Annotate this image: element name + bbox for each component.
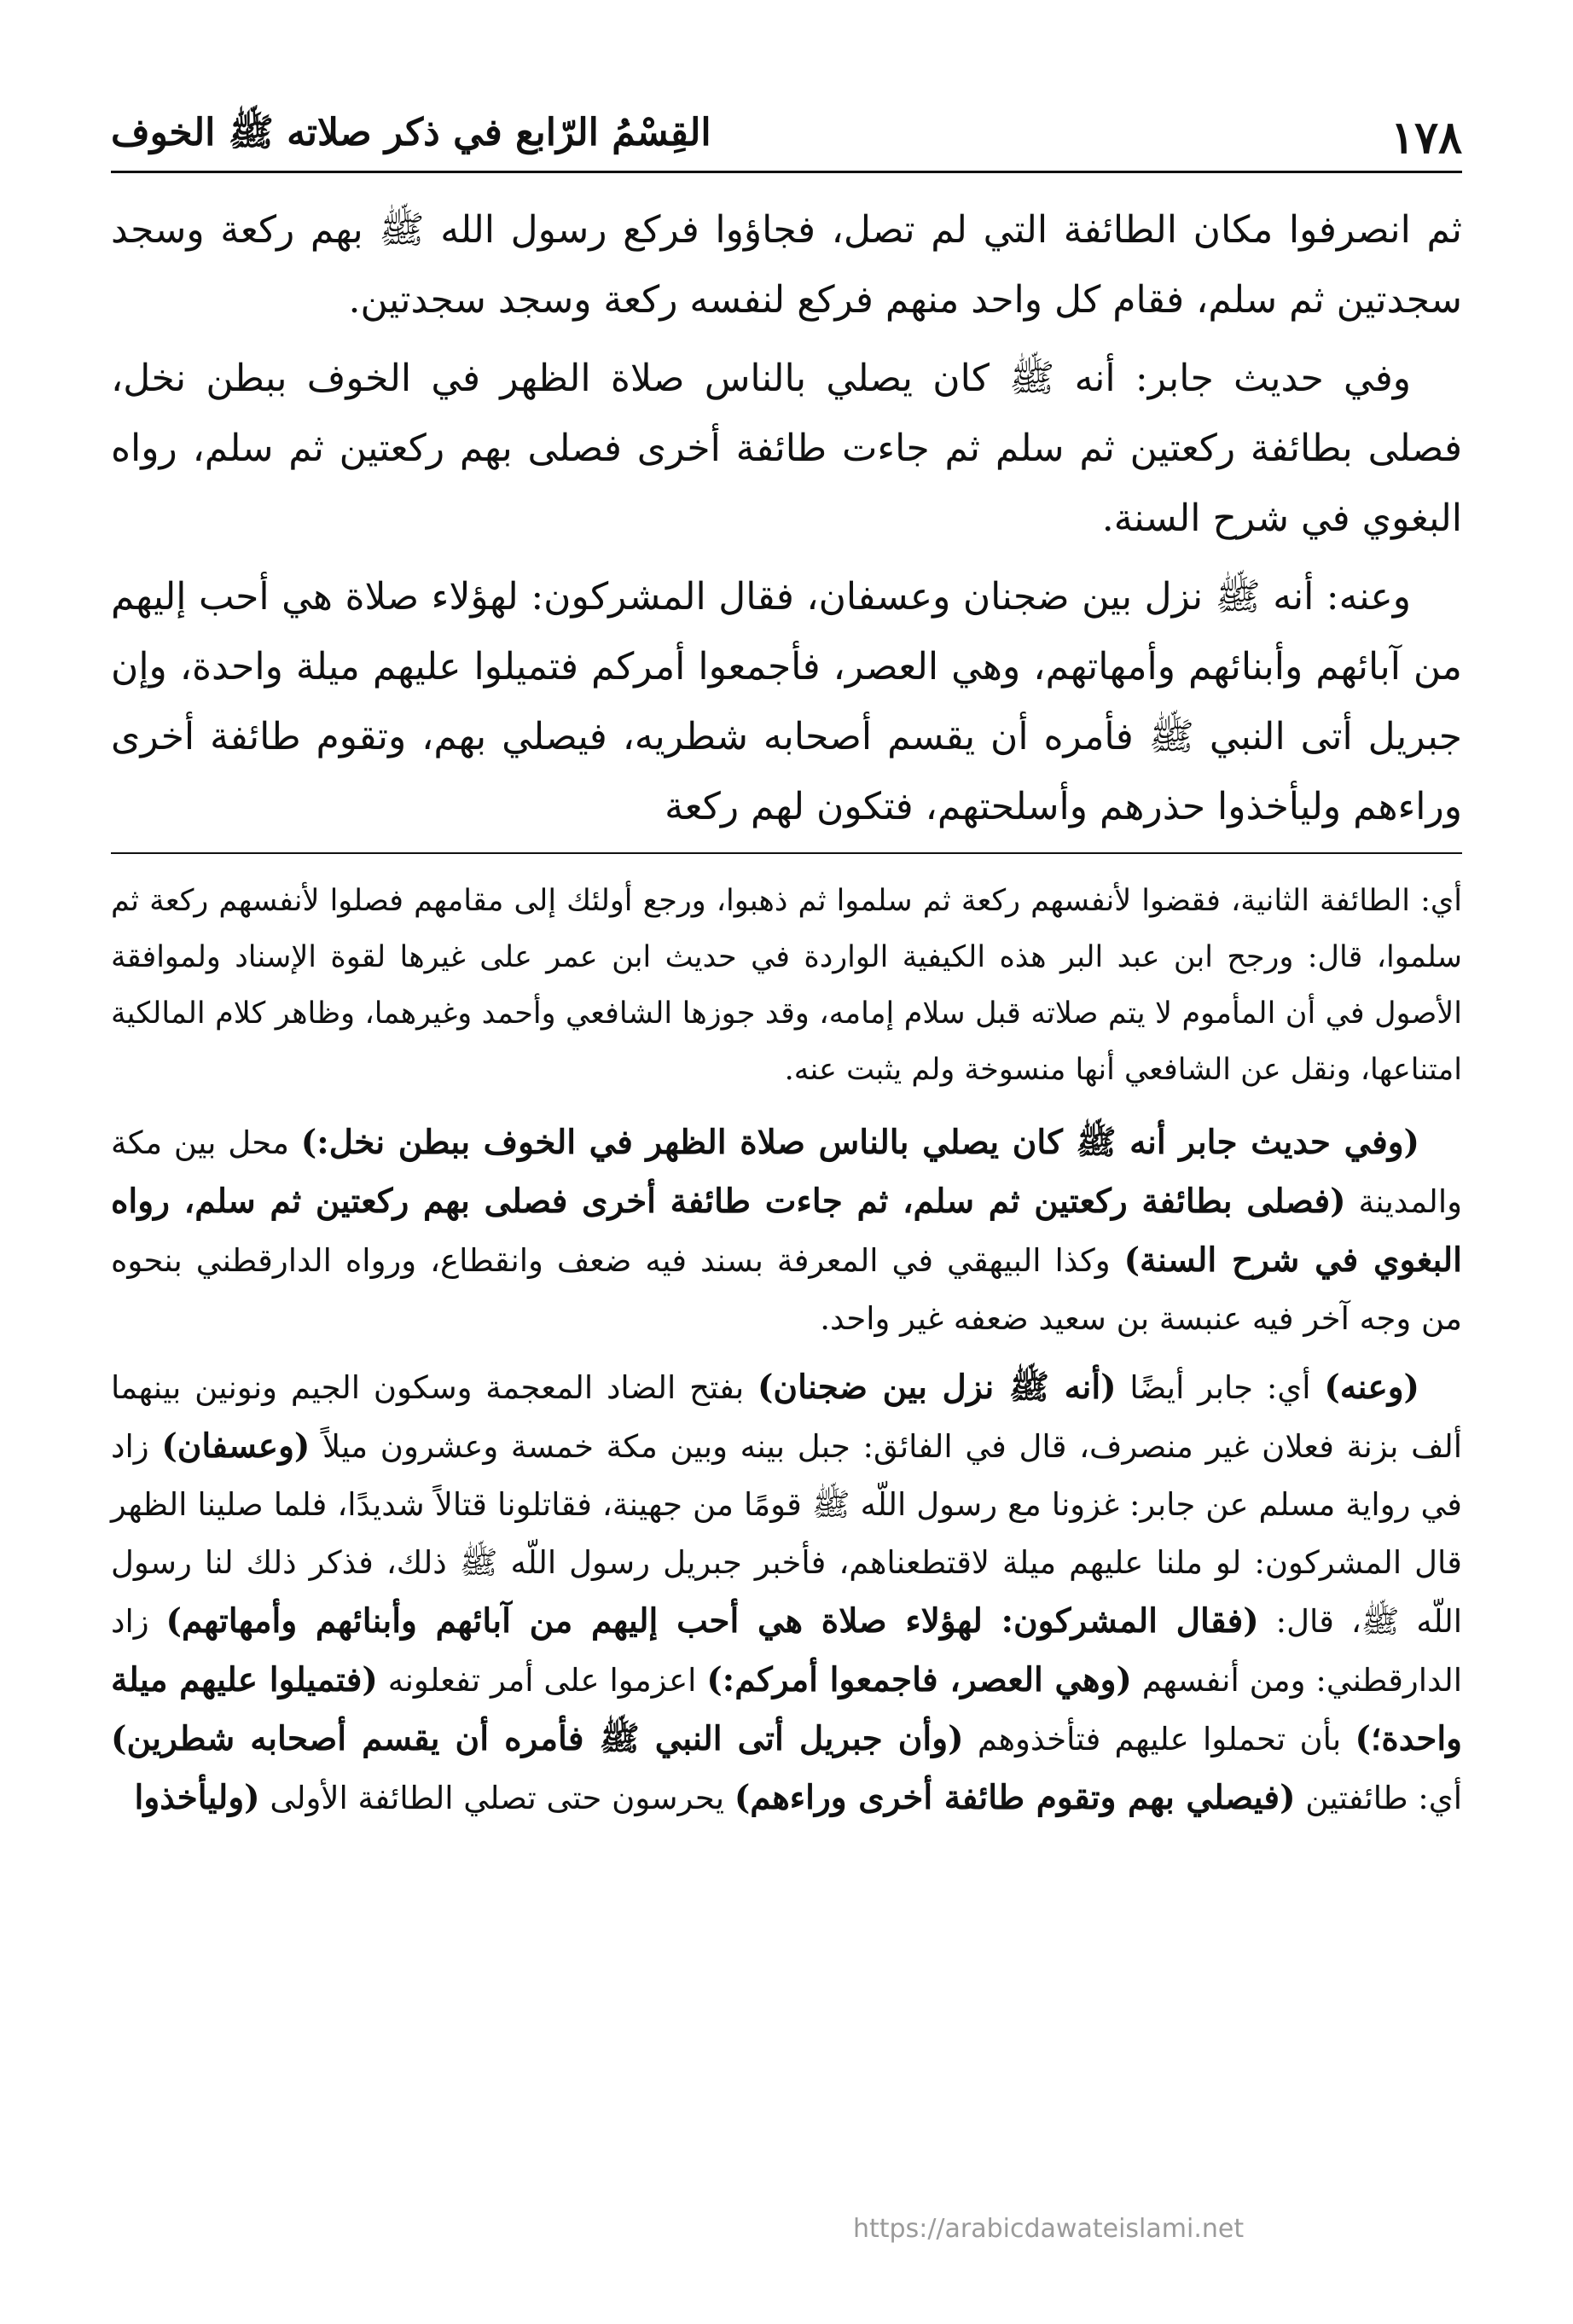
explanation-text: اعزموا على أمر تفعلونه	[377, 1662, 707, 1699]
quoted-text: (فقال المشركون: لهؤلاء صلاة هي أحب إليهم من آبائهم وأبنائهم وأمهاتهم)	[165, 1601, 1259, 1641]
quoted-text: (فتميلوا عليهم ميلة واحدة؛)	[111, 1660, 1463, 1758]
commentary-continuation: أي: الطائفة الثانية، فقضوا لأنفسهم ركعة ثم سلموا ثم ذهبوا، ورجع أولئك إلى مقامهم فصلوا لأنفسهم ركعة ثم سلموا، قال: ورجح ابن عبد البر هذه الكيفية الواردة في حديث ابن عمر على غيرها لقوة الإسناد ولموافقة الأصول في أن المأموم لا يتم صلاته قبل سلام إمامه، وقد جوزها الشافعي وأحمد وغيرهما، وظاهر كلام المالكية امتناعها، ونقل عن الشافعي أنها منسوخة ولم يثبت عنه.	[111, 884, 1462, 1087]
book-page	[111, 102, 1462, 2286]
text-commentary-divider	[111, 852, 1462, 854]
watermark-url: https://arabicdawateislami.net	[853, 2214, 1245, 2244]
quoted-text: (فيصلي بهم وتقوم طائفة أخرى وراءهم)	[734, 1778, 1296, 1817]
explanation-text: أي: طائفتين	[1295, 1780, 1462, 1816]
quoted-text: (وليأخذوا	[134, 1778, 260, 1817]
explanation-text: زاد في رواية مسلم عن جابر: غزونا مع رسول اللّه ﷺ قومًا من جهينة، فقاتلونا قتالاً شديدًا، فلما صلينا الظهر قال المشركون: لو ملنا عليهم ميلة لاقتطعناهم، فأخبر جبريل رسول اللّه ﷺ ذلك، فذكر ذلك لنا رسول اللّه ﷺ، قال:	[111, 1428, 1463, 1640]
explanation-text: محل بين مكة والمدينة	[111, 1124, 1462, 1220]
commentary-paragraph-1	[111, 1113, 1462, 1348]
quoted-text: (وعنه)	[1324, 1368, 1419, 1407]
quoted-text: (أنه ﷺ نزل بين ضجنان)	[757, 1368, 1117, 1407]
explanation-text: وكذا البيهقي في المعرفة بسند فيه ضعف وانقطاع، ورواه الدارقطني بنحوه من وجه آخر فيه عنبسة بن سعيد ضعفه غير واحد.	[111, 1242, 1462, 1337]
commentary-section	[111, 1113, 1462, 1827]
main-hadith-text	[111, 195, 1462, 842]
page-number: ١٧٨	[1390, 112, 1462, 164]
quoted-text: (وأن جبريل أتى النبي ﷺ فأمره أن يقسم أصحابه شطرين)	[111, 1719, 964, 1758]
quoted-text: (وهي العصر، فاجمعوا أمركم:)	[706, 1660, 1132, 1699]
main-paragraph-2: وفي حديث جابر: أنه ﷺ كان يصلي بالناس صلاة الظهر في الخوف ببطن نخل، فصلى بطائفة ركعتين ثم سلم ثم جاءت طائفة أخرى فصلى بهم ركعتين ثم سلم، رواه البغوي في شرح السنة.	[111, 357, 1462, 540]
explanation-text: يحرسون حتى تصلي الطائفة الأولى	[259, 1780, 734, 1816]
explanation-text: زاد الدارقطني: ومن أنفسهم	[111, 1603, 1463, 1699]
quoted-text: (وفي حديث جابر أنه ﷺ كان يصلي بالناس صلاة الظهر في الخوف ببطن نخل:)	[300, 1123, 1419, 1162]
main-paragraph-1: ثم انصرفوا مكان الطائفة التي لم تصل، فجاؤوا فركع رسول الله ﷺ بهم ركعة وسجد سجدتين ثم سلم، فقام كل واحد منهم فركع لنفسه ركعة وسجد سجدتين.	[111, 208, 1462, 322]
explanation-text: أي: جابر أيضًا	[1116, 1369, 1325, 1406]
running-header	[111, 102, 1462, 173]
explanation-text: بأن تحملوا عليهم فتأخذوهم	[963, 1721, 1355, 1758]
quoted-text: (فصلى بطائفة ركعتين ثم سلم، ثم جاءت طائفة أخرى فصلى بهم ركعتين ثم سلم، رواه البغوي في شرح السنة)	[111, 1182, 1462, 1280]
commentary-paragraph-2	[111, 1358, 1462, 1827]
main-paragraph-3: وعنه: أنه ﷺ نزل بين ضجنان وعسفان، فقال المشركون: لهؤلاء صلاة هي أحب إليهم من آبائهم وأبنائهم وأمهاتهم، وهي العصر، فأجمعوا أمركم فتميلوا عليهم ميلة واحدة، وإن جبريل أتى النبي ﷺ فأمره أن يقسم أصحابه شطريه، فيصلي بهم، وتقوم طائفة أخرى وراءهم وليأخذوا حذرهم وأسلحتهم، فتكون لهم ركعة	[111, 575, 1462, 828]
explanation-text: بفتح الضاد المعجمة وسكون الجيم ونونين بينهما ألف بزنة فعلان غير منصرف، قال في الفائق: جبل بينه وبين مكة خمسة وعشرون ميلاً	[111, 1369, 1462, 1465]
chapter-title: القِسْمُ الرّابع في ذكر صلاته ﷺ الخوف	[111, 111, 711, 154]
quoted-text: (وعسفان)	[161, 1426, 311, 1466]
